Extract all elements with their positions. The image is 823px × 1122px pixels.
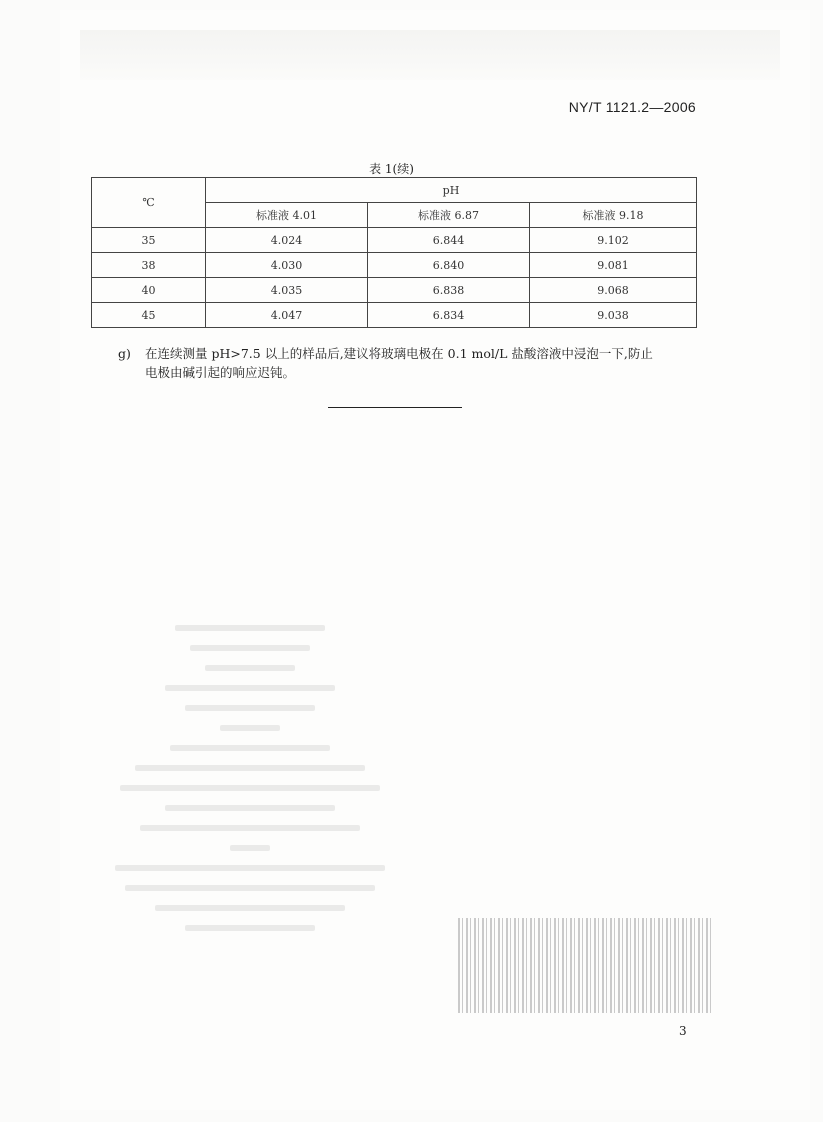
value-cell: 6.840 xyxy=(368,253,530,278)
barcode-bleed-through xyxy=(458,918,714,1013)
value-cell: 9.102 xyxy=(530,228,697,253)
standard-code: NY/T 1121.2—2006 xyxy=(568,99,696,115)
column-header: 标准液 6.87 xyxy=(368,203,530,228)
temperature-cell: 40 xyxy=(92,278,206,303)
column-header: 标准液 9.18 xyxy=(530,203,697,228)
value-cell: 6.838 xyxy=(368,278,530,303)
value-cell: 9.068 xyxy=(530,278,697,303)
note-line-2: 电极由碱引起的响应迟钝。 xyxy=(145,365,296,380)
note-text-1: 在连续测量 pH>7.5 以上的样品后,建议将玻璃电极在 0.1 mol/L 盐酸溶液中浸泡一下,防止 xyxy=(145,346,653,361)
bleed-through-text xyxy=(100,625,400,1025)
ph-header: pH xyxy=(206,178,697,203)
value-cell: 6.834 xyxy=(368,303,530,328)
end-rule xyxy=(328,407,462,408)
table-header-row xyxy=(92,178,697,203)
value-cell: 9.081 xyxy=(530,253,697,278)
note-label: g) xyxy=(118,346,131,361)
temperature-header: ℃ xyxy=(92,178,206,228)
table-row xyxy=(92,253,697,278)
column-header: 标准液 4.01 xyxy=(206,203,368,228)
note-paragraph xyxy=(118,344,708,382)
temperature-cell: 38 xyxy=(92,253,206,278)
value-cell: 4.030 xyxy=(206,253,368,278)
value-cell: 4.035 xyxy=(206,278,368,303)
table-row xyxy=(92,278,697,303)
page-number: 3 xyxy=(679,1024,687,1038)
value-cell: 9.038 xyxy=(530,303,697,328)
value-cell: 4.047 xyxy=(206,303,368,328)
value-cell: 6.844 xyxy=(368,228,530,253)
table-row xyxy=(92,228,697,253)
table-caption: 表 1(续) xyxy=(369,162,414,176)
temperature-cell: 35 xyxy=(92,228,206,253)
value-cell: 4.024 xyxy=(206,228,368,253)
table-row xyxy=(92,303,697,328)
ph-calibration-table xyxy=(91,177,697,328)
scan-shadow-band xyxy=(80,30,780,80)
note-line-1 xyxy=(118,344,708,363)
temperature-cell: 45 xyxy=(92,303,206,328)
